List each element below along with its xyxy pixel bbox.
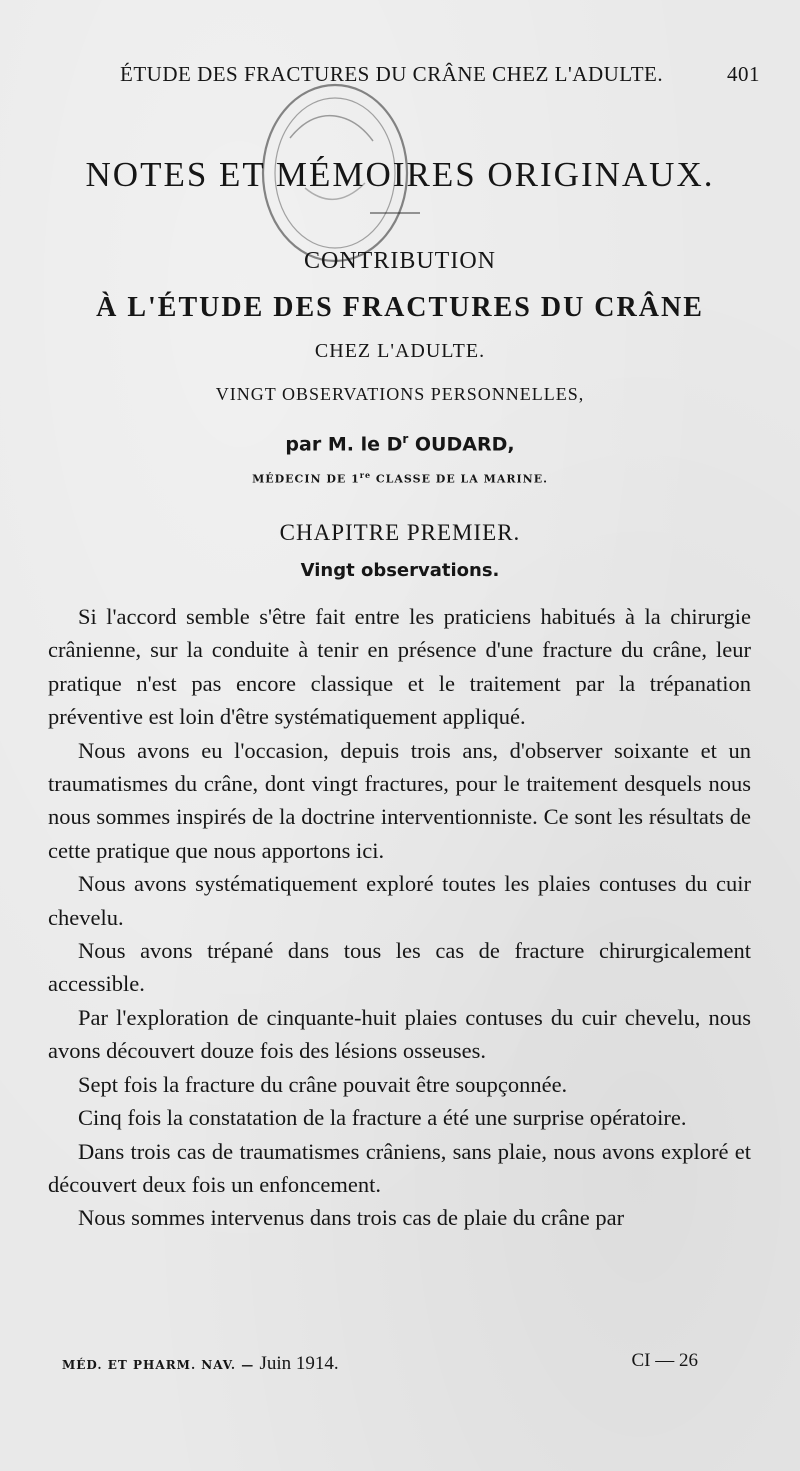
- paragraph: Nous avons systématiquement exploré toutes les plaies contuses du cuir chevelu.: [48, 871, 751, 930]
- paragraph: Si l'accord semble s'être fait entre les praticiens habitués à la chirurgie crânienne, sur la conduite à tenir en présence d'une fracture du crâne, leur pratique n'est pas encore classique et le traitement par la trépanation préventive est loin d'être systématiquement appliqué.: [48, 604, 751, 730]
- footer-journal-name: MÉD. ET PHARM. NAV. —: [62, 1358, 260, 1372]
- body-text: [48, 600, 751, 1235]
- author-name: OUDARD,: [408, 433, 515, 456]
- author-line: [0, 432, 800, 455]
- article-kicker: CONTRIBUTION: [304, 248, 496, 274]
- paragraph: Nous avons trépané dans tous les cas de fracture chirurgicalement accessible.: [48, 938, 751, 997]
- paragraph: Nous sommes intervenus dans trois cas de plaie du crâne par: [78, 1205, 625, 1231]
- author-affiliation: [0, 470, 800, 486]
- paragraph: Dans trois cas de traumatismes crâniens, sans plaie, nous avons exploré et découvert deux fois un enfoncement.: [48, 1138, 751, 1197]
- paragraph: Nous avons eu l'occasion, depuis trois ans, d'observer soixante et un traumatismes du crâne, dont vingt fractures, pour le traitement desquels nous nous sommes inspirés de la doctrine interventionniste. Ce sont les résultats de cette pratique que nous apportons ici.: [48, 737, 751, 863]
- section-title: NOTES ET MÉMOIRES ORIGINAUX.: [85, 155, 715, 194]
- affiliation-sup: re: [359, 470, 372, 480]
- page-number: 401: [727, 62, 760, 86]
- chapter-subtitle: Vingt observations.: [300, 560, 500, 581]
- author-sup: r: [402, 432, 409, 446]
- affiliation-prefix: MÉDECIN DE 1: [252, 472, 360, 486]
- article-subtitle: CHEZ L'ADULTE.: [314, 340, 486, 362]
- article-subtitle-2: VINGT OBSERVATIONS PERSONNELLES,: [215, 384, 585, 404]
- paragraph: Cinq fois la constatation de la fracture a été une surprise opératoire.: [78, 1105, 687, 1131]
- page-footer: [62, 1350, 698, 1380]
- footer-journal: [62, 1353, 339, 1375]
- running-header: [120, 62, 760, 92]
- footer-date: Juin 1914.: [259, 1353, 339, 1374]
- paragraph: Par l'exploration de cinquante-huit plaies contuses du cuir chevelu, nous avons découvert douze fois des lésions osseuses.: [48, 1004, 751, 1064]
- footer-signature: CI — 26: [631, 1350, 698, 1371]
- chapter-title: CHAPITRE PREMIER.: [279, 520, 521, 545]
- affiliation-rest: CLASSE DE LA MARINE.: [371, 472, 548, 486]
- running-title: ÉTUDE DES FRACTURES DU CRÂNE CHEZ L'ADULTE.: [120, 62, 664, 86]
- article-title: À L'ÉTUDE DES FRACTURES DU CRÂNE: [96, 292, 704, 323]
- author-prefix: par M. le D: [285, 433, 403, 456]
- paragraph: Sept fois la fracture du crâne pouvait être soupçonnée.: [78, 1071, 568, 1097]
